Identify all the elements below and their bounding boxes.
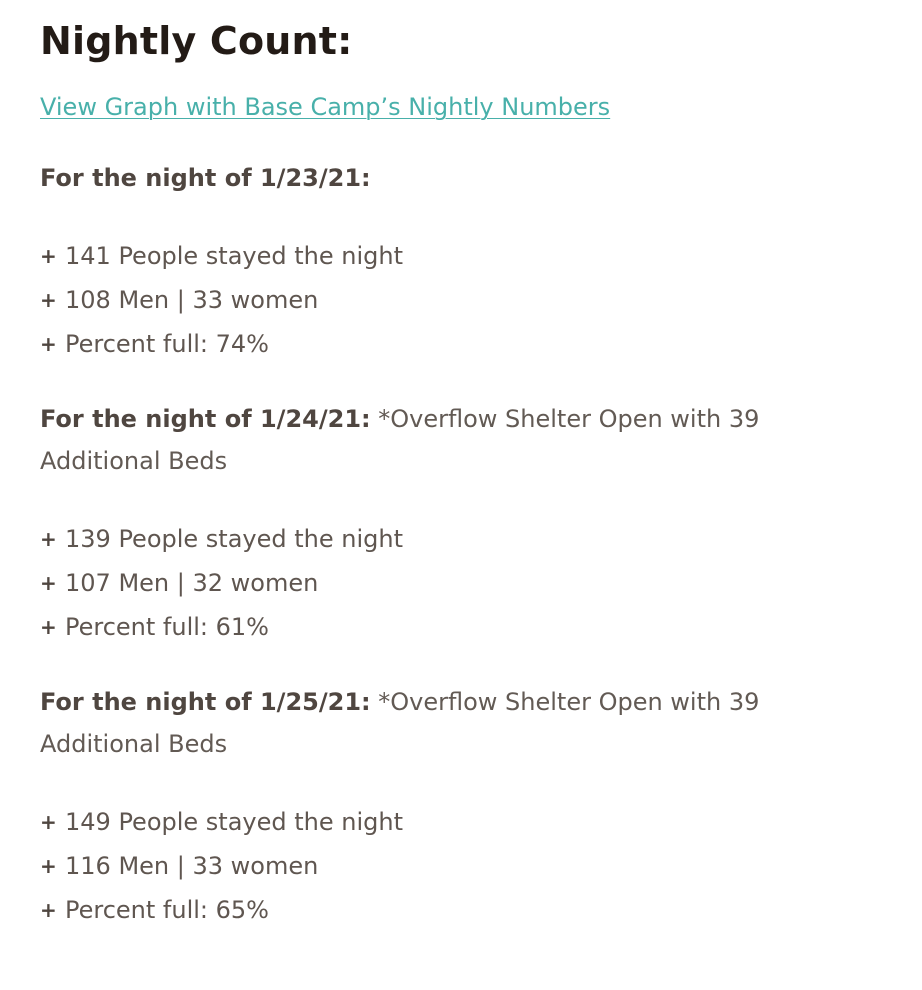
night-entry-1 [40,157,880,366]
night-stats-list [40,800,880,932]
plus-icon: + [40,244,57,268]
list-item [40,322,880,366]
list-item [40,888,880,932]
page-title: Nightly Count: [40,19,353,63]
list-item [40,561,880,605]
plus-icon: + [40,332,57,356]
night-note: *Overflow Shelter Open with 39 Additional Beds [40,405,760,475]
plus-icon: + [40,898,57,922]
list-item [40,517,880,561]
plus-icon: + [40,810,57,834]
percent-full-text: Percent full: 65% [65,896,269,924]
night-date-label: For the night of 1/24/21: [40,405,371,433]
night-stats-list [40,234,880,366]
men-women-text: 107 Men | 32 women [65,569,319,597]
plus-icon: + [40,854,57,878]
people-stayed-text: 149 People stayed the night [65,808,404,836]
list-item [40,844,880,888]
people-stayed-text: 141 People stayed the night [65,242,404,270]
plus-icon: + [40,615,57,639]
percent-full-text: Percent full: 74% [65,330,269,358]
list-item [40,605,880,649]
list-item [40,800,880,844]
night-entry-3 [40,681,880,932]
percent-full-text: Percent full: 61% [65,613,269,641]
night-stats-list [40,517,880,649]
men-women-text: 108 Men | 33 women [65,286,319,314]
night-heading [40,681,880,765]
men-women-text: 116 Men | 33 women [65,852,319,880]
night-date-label: For the night of 1/25/21: [40,688,371,716]
view-graph-link[interactable]: View Graph with Base Camp’s Nightly Numbers [40,93,611,121]
plus-icon: + [40,571,57,595]
list-item [40,278,880,322]
night-entry-2 [40,398,880,649]
night-heading [40,157,880,199]
list-item [40,234,880,278]
nightly-count-section [40,14,880,932]
plus-icon: + [40,288,57,312]
night-note: *Overflow Shelter Open with 39 Additional Beds [40,688,760,758]
plus-icon: + [40,527,57,551]
night-date-label: For the night of 1/23/21: [40,164,371,192]
night-heading [40,398,880,482]
people-stayed-text: 139 People stayed the night [65,525,404,553]
